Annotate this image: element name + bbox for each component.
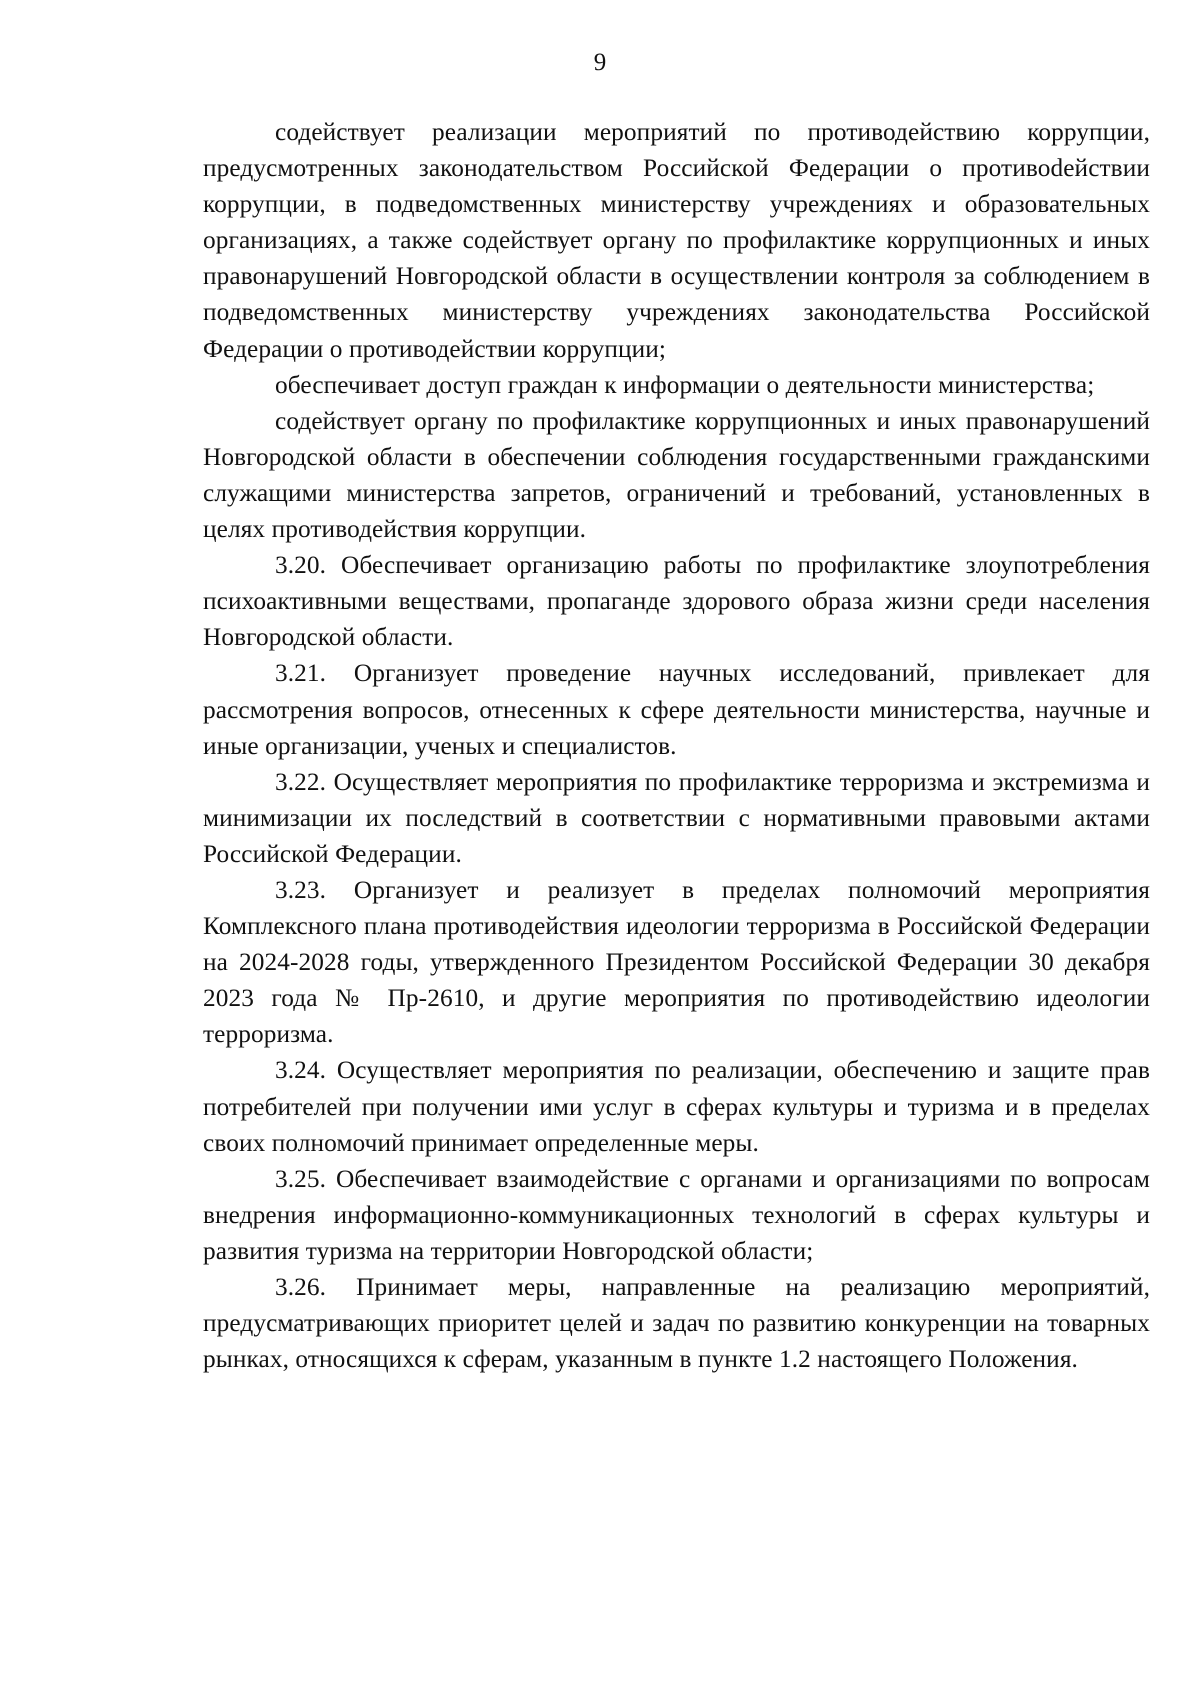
document-body (203, 114, 1150, 1377)
paragraph-3-20: 3.20. Обеспечивает организацию работы по профилактике злоупотребления психоактивными веществами, пропаганде здорового образа жизни среди населения Новгородской области. (203, 551, 1150, 652)
page-number: 9 (593, 49, 607, 76)
paragraph-3-25: 3.25. Обеспечивает взаимодействие с органами и организациями по вопросам внедрения информационно-коммуникационных технологий в сферах культуры и развития туризма на территории Новгородской области; (203, 1164, 1150, 1265)
paragraph-3-23: 3.23. Организует и реализует в пределах полномочий мероприятия Комплексного плана противодействия идеологии терроризма в Российской Федерации на 2024-2028 годы, утвержденного Президентом Российской Федерации 30 декабря 2023 года № Пр-2610, и другие мероприятия по противодействию идеологии терроризма. (203, 875, 1150, 1049)
paragraph-civil-servants-compliance: содействует органу по профилактике коррупционных и иных правонарушений Новгородской области в обеспечении соблюдения государственными гражданскими служащими министерства запретов, ограничений и требований, установленных в целях противодействия коррупции. (203, 406, 1150, 544)
paragraph-anticorruption-support: содействует реализации мероприятий по противодействию коррупции, предусмотренных законодательством Российской Федерации о противоdействии коррупции, в подведомственных министерству учреждениях и образовательных организациях, а также содействует органу по профилактике коррупционных и иных правонарушений Новгородской области в осуществлении контроля за соблюдением в подведомственных министерству учреждениях законодательства Российской Федерации о противодействии коррупции; (203, 118, 1150, 363)
paragraph-3-22: 3.22. Осуществляет мероприятия по профилактике терроризма и экстремизма и минимизации их последствий в соответствии с нормативными правовыми актами Российской Федерации. (203, 767, 1150, 868)
paragraph-3-24: 3.24. Осуществляет мероприятия по реализации, обеспечению и защите прав потребителей при получении ими услуг в сферах культуры и туризма и в пределах своих полномочий принимает определенные меры. (203, 1056, 1150, 1157)
paragraph-3-26: 3.26. Принимает меры, направленные на реализацию мероприятий, предусматривающих приоритет целей и задач по развитию конкуренции на товарных рынках, относящихся к сферам, указанным в пункте 1.2 настоящего Положения. (203, 1273, 1150, 1374)
paragraph-information-access: обеспечивает доступ граждан к информации о деятельности министерства; (275, 370, 1095, 399)
paragraph-3-21: 3.21. Организует проведение научных исследований, привлекает для рассмотрения вопросов, отнесенных к сфере деятельности министерства, научные и иные организации, ученых и специалистов. (203, 659, 1150, 760)
